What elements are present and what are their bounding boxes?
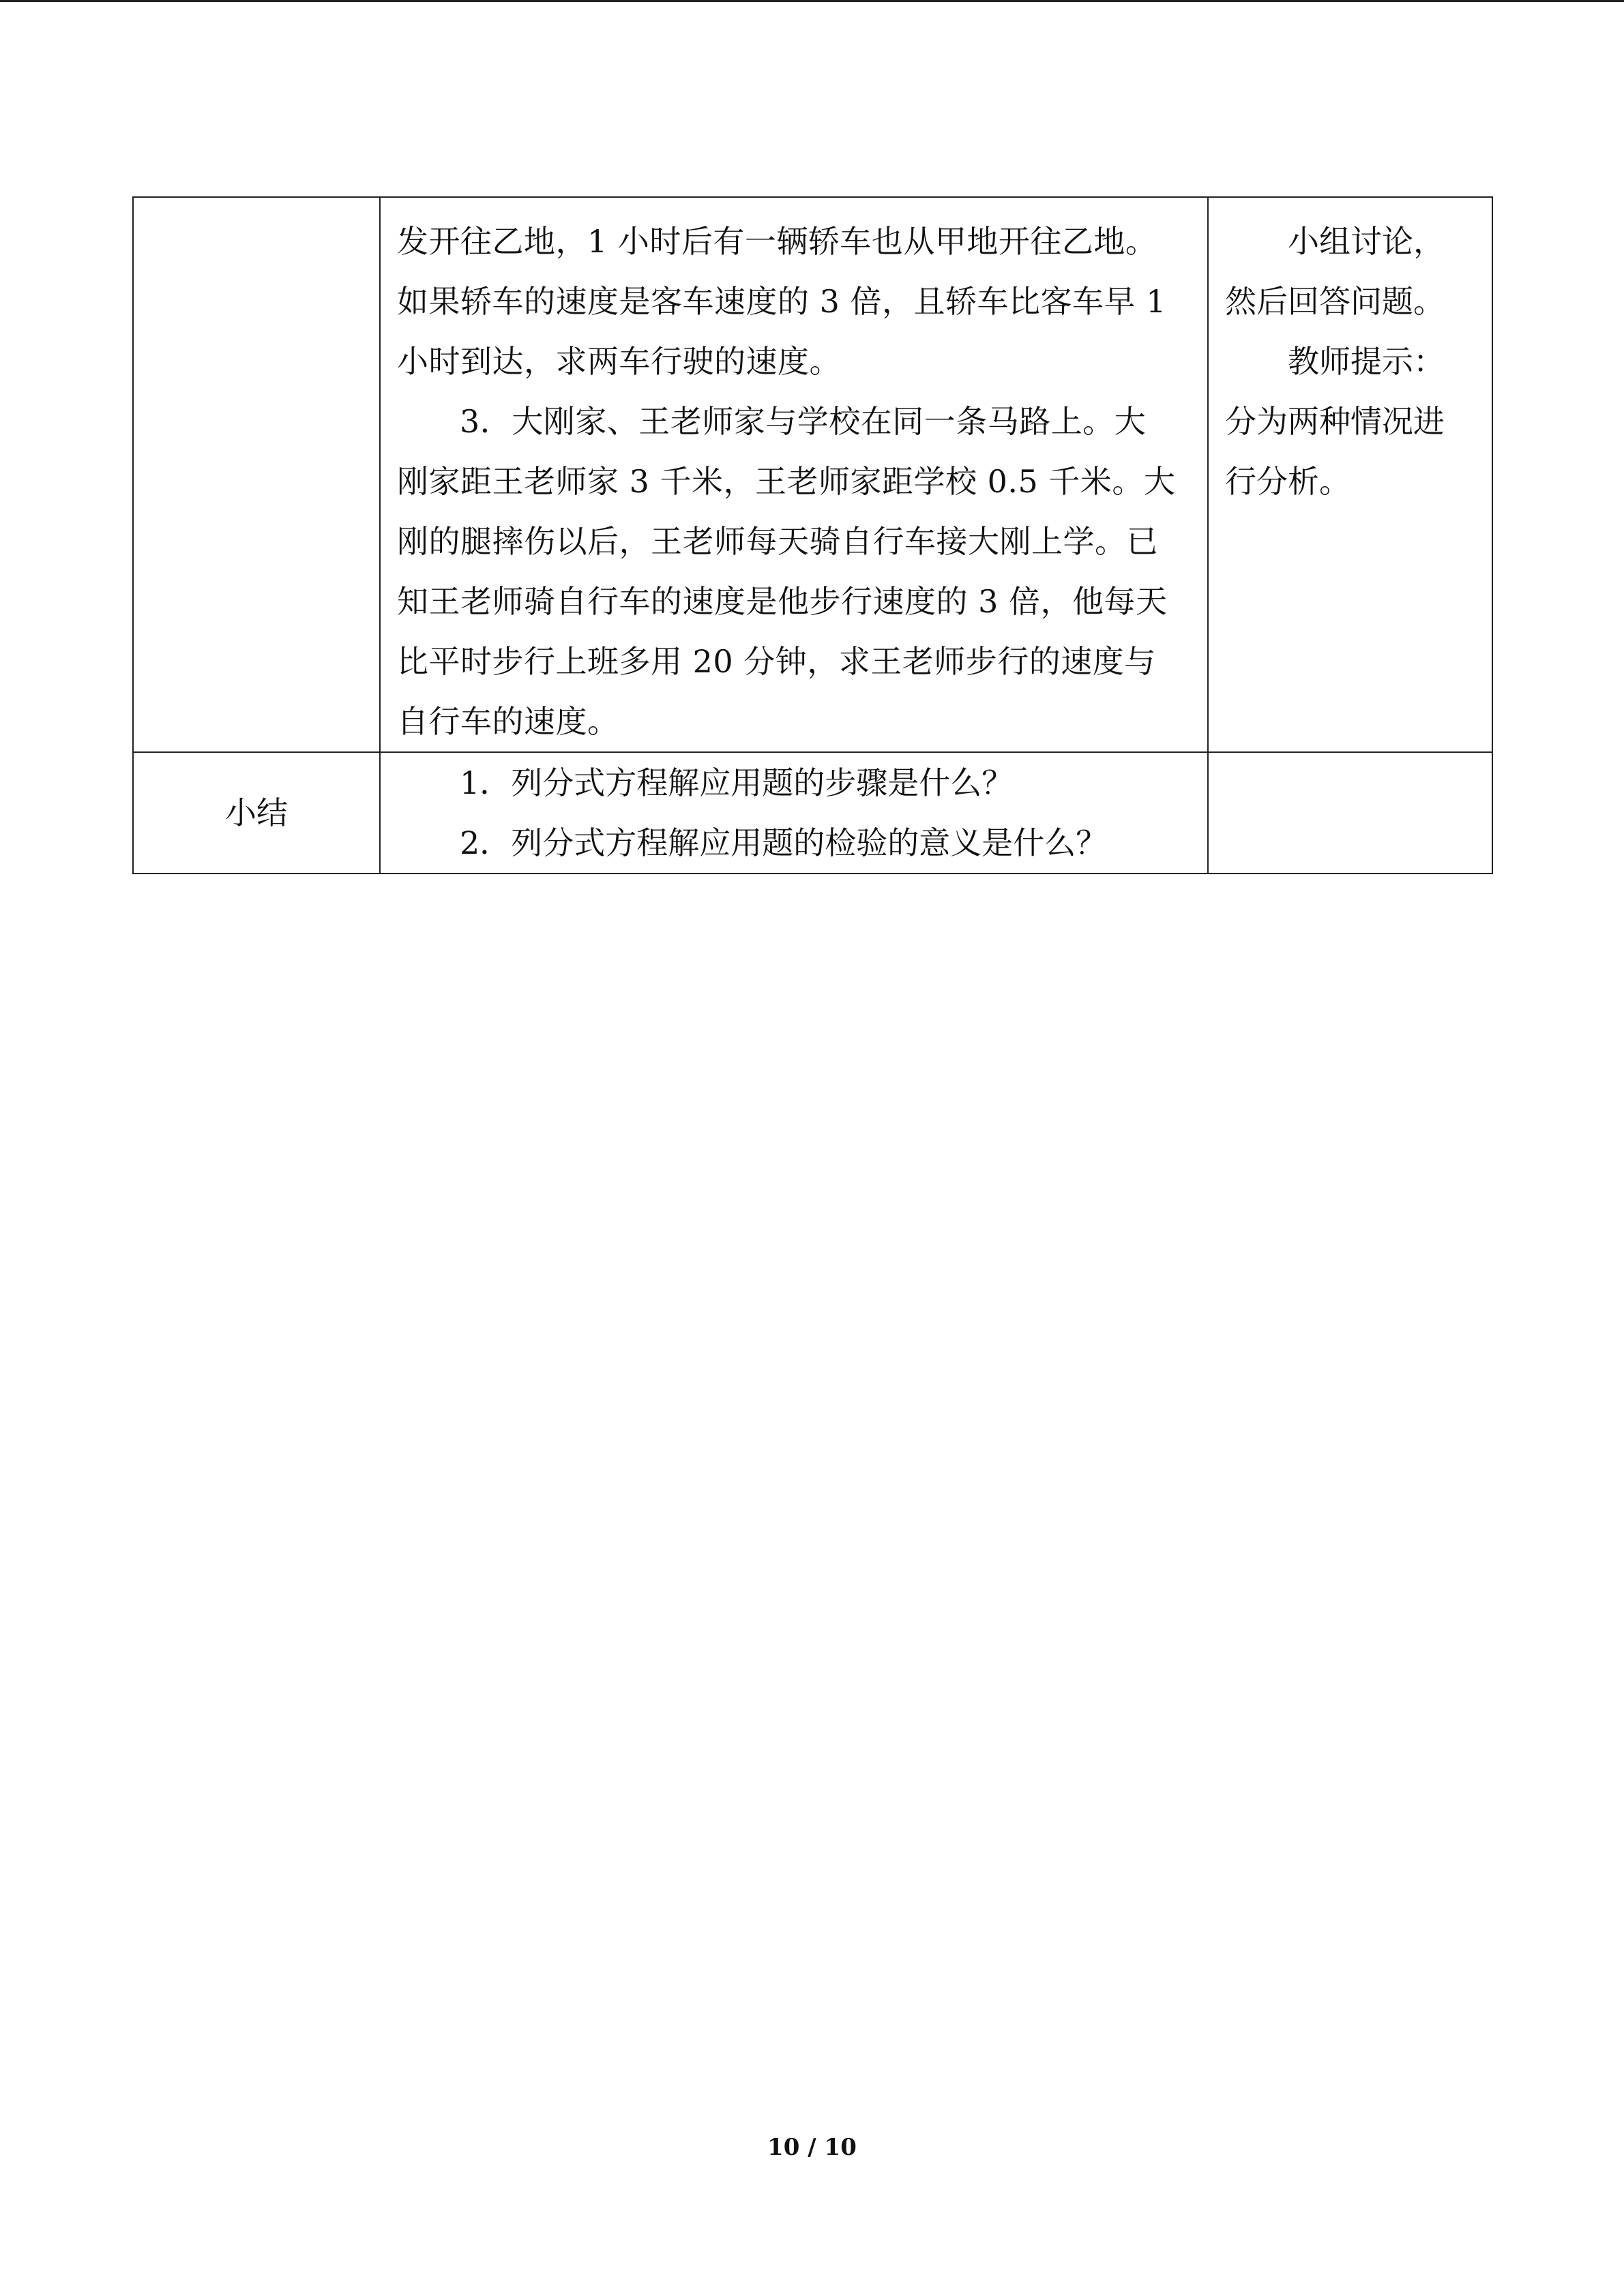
table-cell-activity [1208,752,1492,874]
table-cell-content [380,752,1208,874]
summary-question: 1．列分式方程解应用题的步骤是什么？ [460,764,1014,801]
table-row [133,197,1492,752]
table-cell-label [133,752,380,874]
problem-3-first-line: 3．大刚家、王老师家与学校在同一条马路上。大 [460,403,1147,440]
problem-text-line: 比平时步行上班多用 20 分钟，求王老师步行的速度与 [397,643,1156,680]
problem-text-line: 如果轿车的速度是客车速度的 3 倍，且轿车比客车早 1 [397,283,1166,320]
problem-text-line: 发开往乙地，1 小时后有一辆轿车也从甲地开往乙地。 [397,223,1157,260]
teacher-hint-heading: 教师提示： [1288,343,1445,380]
activity-text-line: 行分析。 [1225,463,1350,500]
summary-label: 小结 [225,794,288,831]
activity-text-line: 然后回答问题。 [1225,283,1445,320]
page-number: 10 / 10 [767,2134,857,2161]
table-cell-activity [1208,197,1492,752]
problem-text-line: 知王老师骑自行车的速度是他步行速度的 3 倍，他每天 [397,583,1168,620]
problem-text-line: 自行车的速度。 [397,703,619,740]
page-top-border [0,0,1624,2]
problem-text-line: 小时到达，求两车行驶的速度。 [397,343,841,380]
problem-text-line: 刚的腿摔伤以后，王老师每天骑自行车接大刚上学。已 [397,523,1158,560]
table-cell-label [133,197,380,752]
table-row [133,752,1492,874]
lesson-plan-table [132,196,1493,874]
table-cell-content [380,197,1208,752]
problem-text-line: 刚家距王老师家 3 千米，王老师家距学校 0.5 千米。大 [397,463,1176,500]
activity-text-line: 小组讨论， [1288,223,1445,260]
activity-text-line: 分为两种情况进 [1225,403,1445,440]
summary-question: 2．列分式方程解应用题的检验的意义是什么？ [460,824,1108,861]
